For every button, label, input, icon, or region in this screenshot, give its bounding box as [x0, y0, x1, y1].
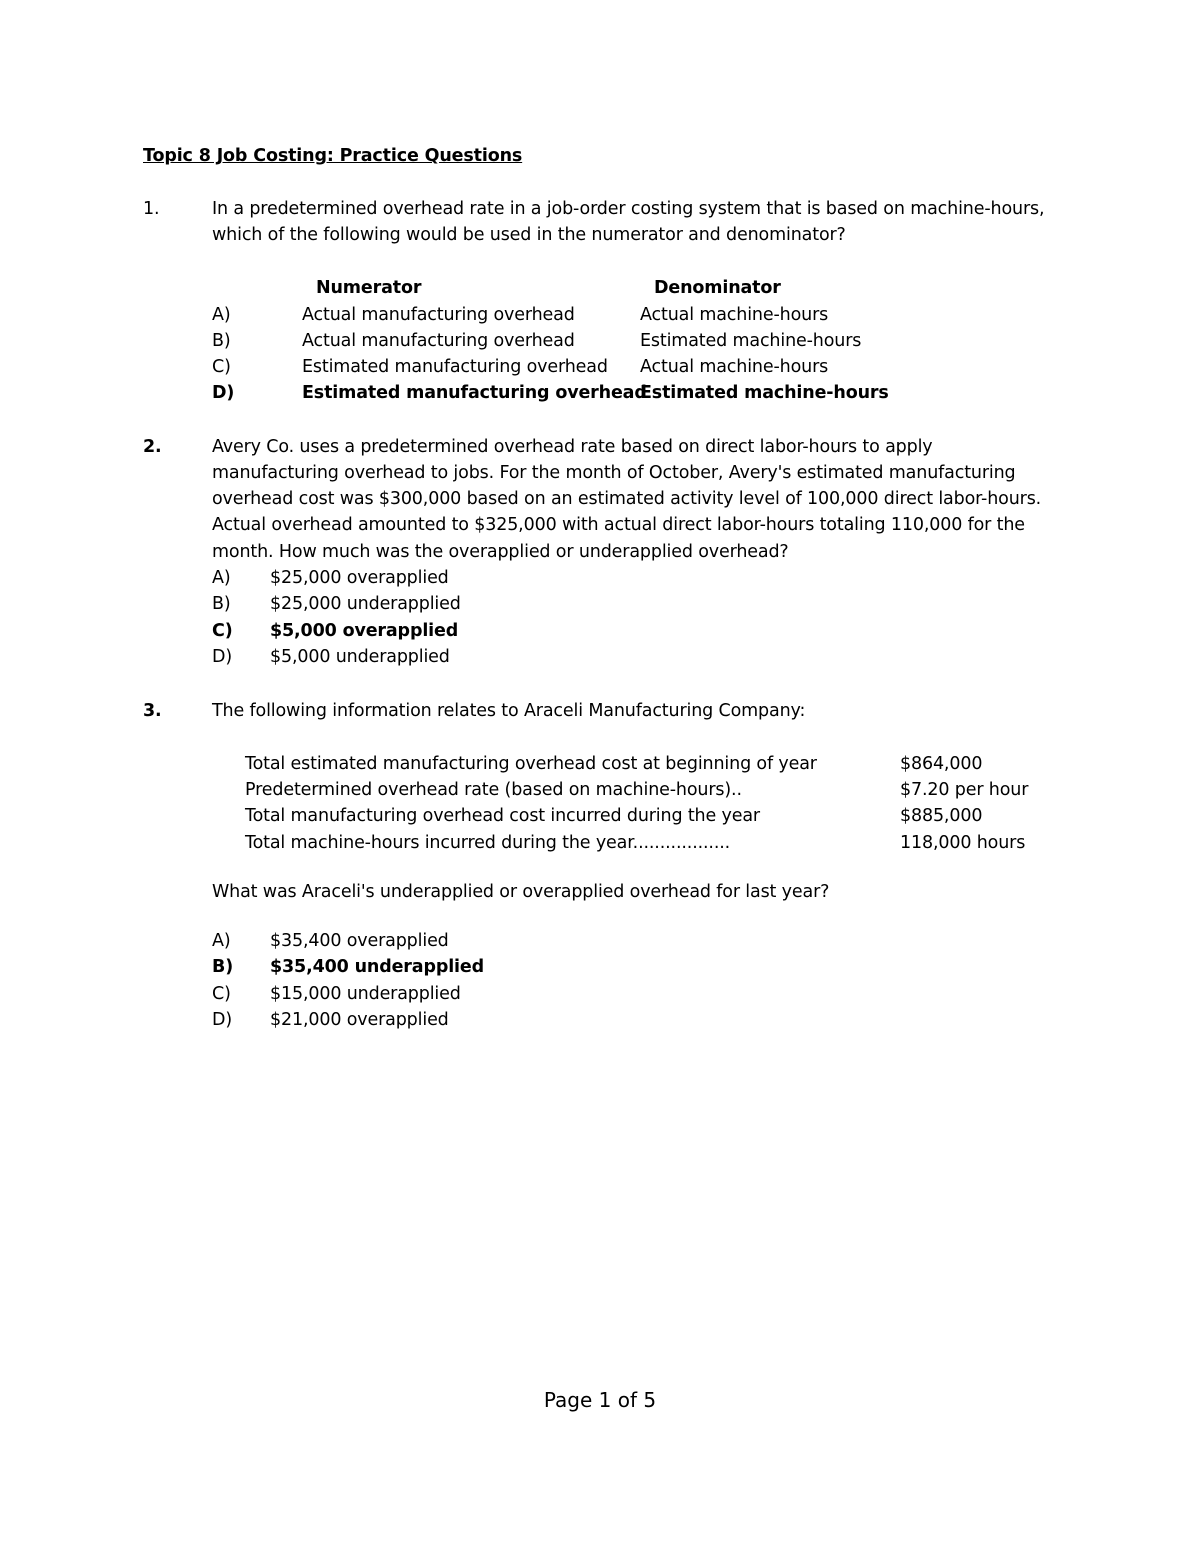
q2-option-letter: D): [212, 647, 233, 667]
q3-option-letter: A): [212, 931, 231, 951]
q2-text-line: Avery Co. uses a predetermined overhead rate based on direct labor-hours to apply: [212, 437, 933, 457]
page-title: Topic 8 Job Costing: Practice Questions: [143, 146, 523, 166]
q3-item-value: 118,000 hours: [900, 833, 1026, 853]
q1-option-numerator: Estimated manufacturing overhead: [302, 357, 608, 377]
q3-intro: The following information relates to Araceli Manufacturing Company:: [212, 701, 806, 721]
q1-option-letter: C): [212, 357, 231, 377]
q1-option-numerator: Actual manufacturing overhead: [302, 331, 575, 351]
page-number-footer: Page 1 of 5: [543, 1388, 657, 1412]
q3-option-text: $15,000 underapplied: [270, 984, 461, 1004]
q3-option-text: $21,000 overapplied: [270, 1010, 449, 1030]
q3-option-text: $35,400 underapplied: [270, 957, 484, 977]
q3-question: What was Araceli's underapplied or overapplied overhead for last year?: [212, 882, 830, 902]
q1-option-denominator: Estimated machine-hours: [640, 383, 889, 403]
q1-text-line: In a predetermined overhead rate in a job-order costing system that is based on machine-hours,: [212, 199, 1045, 219]
q3-option-letter: C): [212, 984, 231, 1004]
q3-option-letter: B): [212, 957, 234, 977]
q3-item-value: $7.20 per hour: [900, 780, 1029, 800]
q2-text-line: month. How much was the overapplied or underapplied overhead?: [212, 542, 789, 562]
q1-numerator-header: Numerator: [316, 278, 422, 298]
q1-option-denominator: Actual machine-hours: [640, 305, 829, 325]
q3-item-label: Total machine-hours incurred during the year..................: [245, 833, 731, 853]
q1-option-numerator: Estimated manufacturing overhead: [302, 383, 647, 403]
q3-item-label: Total manufacturing overhead cost incurred during the year: [245, 806, 760, 826]
q1-denominator-header: Denominator: [654, 278, 781, 298]
q2-option-letter: B): [212, 594, 231, 614]
q1-option-denominator: Actual machine-hours: [640, 357, 829, 377]
q2-text-line: overhead cost was $300,000 based on an estimated activity level of 100,000 direct labor-hours.: [212, 489, 1042, 509]
q1-option-denominator: Estimated machine-hours: [640, 331, 862, 351]
q2-number: 2.: [143, 437, 162, 457]
q3-item-value: $864,000: [900, 754, 983, 774]
q3-number: 3.: [143, 701, 162, 721]
q1-option-letter: D): [212, 383, 235, 403]
q2-option-text: $5,000 underapplied: [270, 647, 450, 667]
q2-text-line: Actual overhead amounted to $325,000 with actual direct labor-hours totaling 110,000 for the: [212, 515, 1025, 535]
q1-option-numerator: Actual manufacturing overhead: [302, 305, 575, 325]
q3-option-text: $35,400 overapplied: [270, 931, 449, 951]
q2-option-text: $25,000 overapplied: [270, 568, 449, 588]
q1-option-letter: A): [212, 305, 231, 325]
q2-option-text: $25,000 underapplied: [270, 594, 461, 614]
q1-option-letter: B): [212, 331, 231, 351]
q3-item-label: Total estimated manufacturing overhead cost at beginning of year: [245, 754, 817, 774]
q2-option-text: $5,000 overapplied: [270, 621, 459, 641]
q2-text-line: manufacturing overhead to jobs. For the month of October, Avery's estimated manufacturing: [212, 463, 1016, 483]
q1-text-line: which of the following would be used in the numerator and denominator?: [212, 225, 846, 245]
q2-option-letter: C): [212, 621, 233, 641]
q3-option-letter: D): [212, 1010, 233, 1030]
q3-item-label: Predetermined overhead rate (based on machine-hours)..: [245, 780, 742, 800]
q1-number: 1.: [143, 199, 160, 219]
q3-item-value: $885,000: [900, 806, 983, 826]
q2-option-letter: A): [212, 568, 231, 588]
